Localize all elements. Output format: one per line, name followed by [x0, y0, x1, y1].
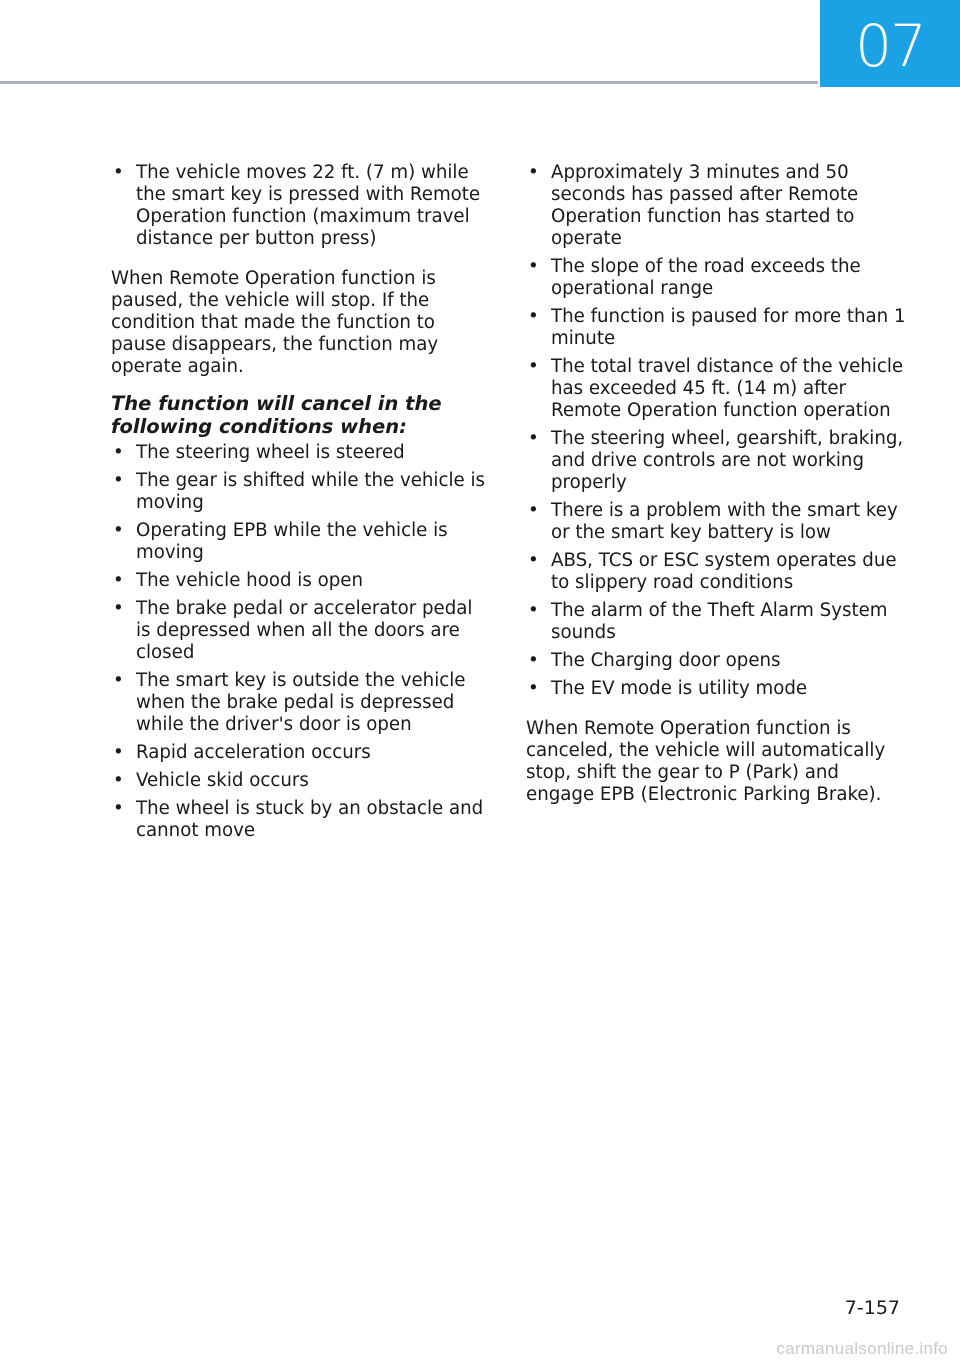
list-item: • The steering wheel is steered — [111, 442, 491, 464]
list-item: • The EV mode is utility mode — [526, 678, 911, 700]
list-item: • The wheel is stuck by an obstacle and cannot move — [111, 798, 491, 842]
list-item: • The slope of the road exceeds the operational range — [526, 256, 911, 300]
list-item: • Vehicle skid occurs — [111, 770, 491, 792]
list-item: • The vehicle hood is open — [111, 570, 491, 592]
page-number: 7-157 — [844, 1297, 900, 1319]
list-item: • Operating EPB while the vehicle is moving — [111, 520, 491, 564]
list-item: • ABS, TCS or ESC system operates due to slippery road conditions — [526, 550, 911, 594]
right-column — [526, 162, 911, 806]
list-item: • The total travel distance of the vehicle has exceeded 45 ft. (14 m) after Remote Operation function operation — [526, 356, 911, 422]
list-item: • The function is paused for more than 1 minute — [526, 306, 911, 350]
list-item: • The gear is shifted while the vehicle is moving — [111, 470, 491, 514]
cancel-bullet-list-continued — [526, 162, 911, 700]
cancel-bullet-list — [111, 442, 491, 842]
list-item: • The vehicle moves 22 ft. (7 m) while the smart key is pressed with Remote Operation function (maximum travel distance per button press) — [111, 162, 491, 250]
list-item: • The Charging door opens — [526, 650, 911, 672]
intro-bullet-list — [111, 162, 491, 250]
list-item: • There is a problem with the smart key or the smart key battery is low — [526, 500, 911, 544]
list-item: • The smart key is outside the vehicle when the brake pedal is depressed while the driver's door is open — [111, 670, 491, 736]
list-item: • The steering wheel, gearshift, braking, and drive controls are not working properly — [526, 428, 911, 494]
canceled-paragraph: When Remote Operation function is canceled, the vehicle will automatically stop, shift the gear to P (Park) and engage EPB (Electronic Parking Brake). — [526, 718, 886, 805]
cancel-conditions-heading: The function will cancel in the following conditions when: — [111, 392, 442, 438]
watermark: carmanualsonline.info — [776, 1339, 948, 1358]
list-item: • The alarm of the Theft Alarm System sounds — [526, 600, 911, 644]
list-item: • The brake pedal or accelerator pedal is depressed when all the doors are closed — [111, 598, 491, 664]
list-item: • Rapid acceleration occurs — [111, 742, 491, 764]
list-item: • Approximately 3 minutes and 50 seconds has passed after Remote Operation function has started to operate — [526, 162, 911, 250]
chapter-number-tab: 07 — [820, 0, 960, 87]
pause-paragraph: When Remote Operation function is paused, the vehicle will stop. If the condition that made the function to pause disappears, the function may operate again. — [111, 268, 439, 377]
left-column — [111, 162, 491, 848]
header-rule — [0, 81, 818, 84]
